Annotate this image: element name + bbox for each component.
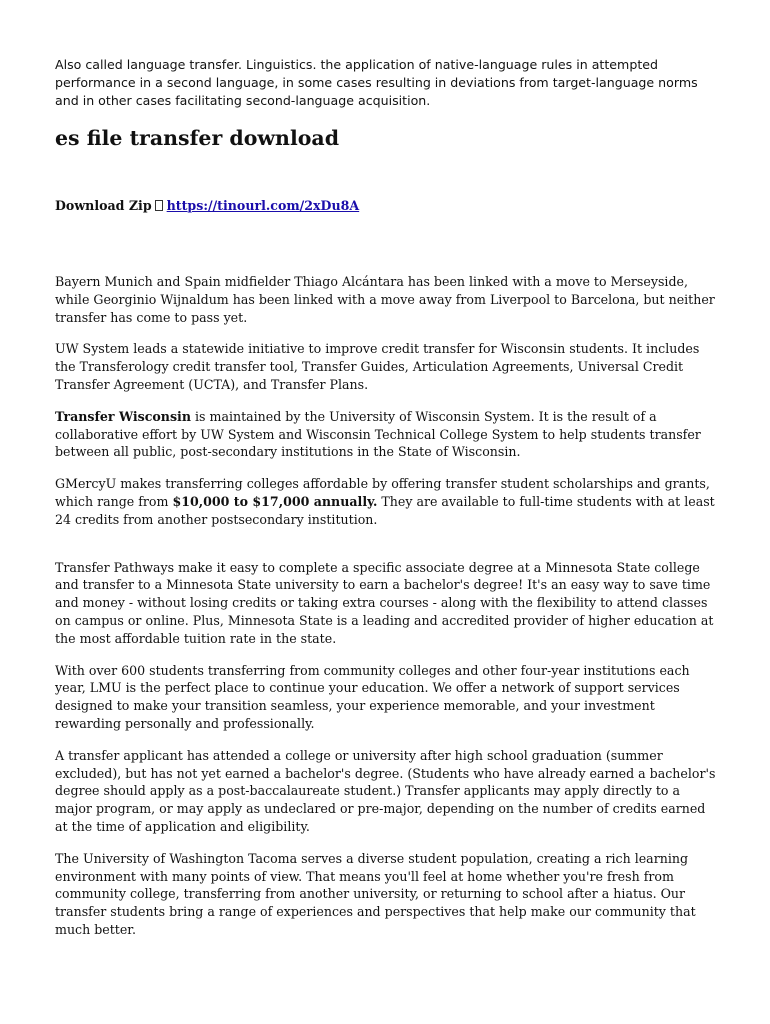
transfer-wisconsin-bold: Transfer Wisconsin	[55, 408, 191, 424]
download-link[interactable]: https://tinourl.com/2xDu8A	[166, 198, 360, 213]
paragraph-minnesota: Transfer Pathways make it easy to complete a specific associate degree at a Minnesota State college and transfer to a Minnesota State university to earn a bachelor's degree! It's an easy way to save time and money - without losing credits or taking extra courses - along with the flexibility to attend classes on campus or online. Plus, Minnesota State is a leading and accredited provider of higher education at the most affordable tuition rate in the state.	[55, 559, 714, 646]
paragraph-gmercyu	[55, 475, 717, 528]
paragraph-uw-system: UW System leads a statewide initiative to improve credit transfer for Wisconsin students. It includes the Transferology credit transfer tool, Transfer Guides, Articulation Agreements, Universal Credit Transfer Agreement (UCTA), and Transfer Plans.	[55, 341, 700, 392]
transfer-wisconsin-text: is maintained by the University of Wisconsin System. It is the result of a collaborative effort by UW System and Wisconsin Technical College System to help students transfer between all public, post-secondary institutions in the State of Wisconsin.	[55, 408, 701, 460]
download-line	[55, 197, 717, 215]
paragraph-lmu: With over 600 students transferring from community colleges and other four-year institutions each year, LMU is the perfect place to continue your education. We offer a network of support services designed to make your transition seamless, your experience memorable, and your investment rewarding personally and professionally.	[55, 662, 690, 731]
paragraph-thiago: Bayern Munich and Spain midfielder Thiago Alcántara has been linked with a move to Merseyside, while Georginio Wijnaldum has been linked with a move away from Liverpool to Barcelona, but neither transfer has come to pass yet.	[55, 274, 715, 325]
intro-paragraph: Also called language transfer. Linguistics. the application of native-language rules in attempted performance in a second language, in some cases resulting in deviations from target-language norms and in other cases facilitating second-language acquisition.	[55, 57, 698, 108]
page-title: es file transfer download	[55, 126, 340, 150]
download-label: Download Zip	[55, 198, 152, 213]
paragraph-transfer-wisconsin	[55, 408, 717, 461]
gmercyu-text-pre: GMercyU makes transferring colleges affordable by offering transfer student scholarships and grants, which range from	[55, 476, 710, 509]
gmercyu-text-post: They are available to full-time students with at least 24 credits from another postsecondary institution.	[55, 493, 715, 527]
document-page	[55, 56, 717, 939]
missing-glyph-icon	[155, 200, 163, 211]
paragraph-transfer-applicant: A transfer applicant has attended a college or university after high school graduation (summer excluded), but has not yet earned a bachelor's degree. (Students who have already earned a bachelor's degree should apply as a post-baccalaureate student.) Transfer applicants may apply directly to a major program, or may apply as undeclared or pre-major, depending on the number of credits earned at the time of application and eligibility.	[55, 747, 716, 834]
gmercyu-amount: $10,000 to $17,000 annually.	[172, 493, 378, 509]
paragraph-uw-tacoma: The University of Washington Tacoma serves a diverse student population, creating a rich learning environment with many points of view. That means you'll feel at home whether you're fresh from community college, transferring from another university, or returning to school after a hiatus. Our transfer students bring a range of experiences and perspectives that help make our community that much better.	[55, 850, 696, 937]
